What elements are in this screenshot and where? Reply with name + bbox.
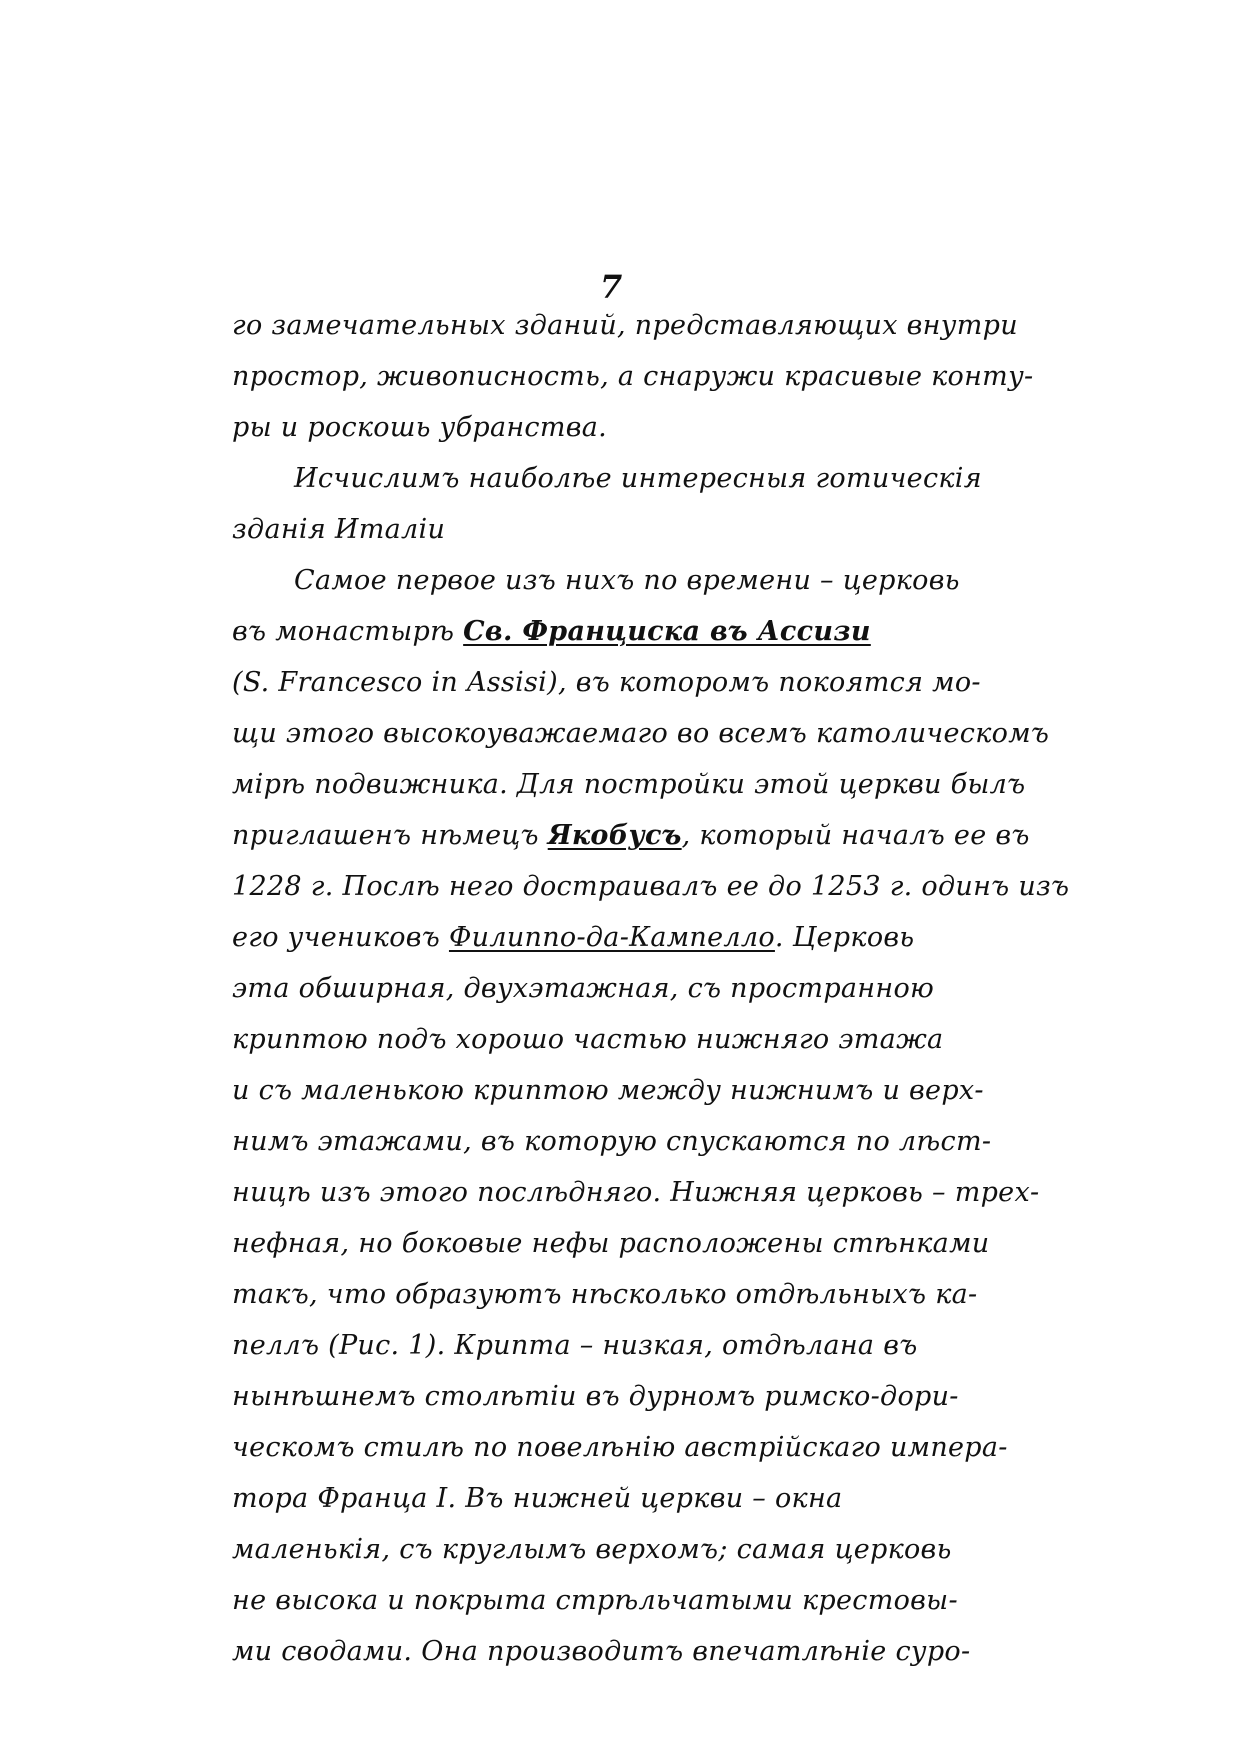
text-line [232, 1167, 1040, 1218]
text-line [232, 657, 1012, 708]
text-segment: его учениковъ [232, 922, 441, 953]
text-line [232, 912, 1012, 963]
text-segment: пеллъ (Рис. 1). Крипта – низкая, отдѣлана въ [232, 1330, 918, 1361]
underlined-name: Св. Франциска въ Ассизи [463, 616, 871, 647]
text-segment: Исчислимъ наиболѣе интересныя готическія [294, 463, 982, 494]
text-line [232, 1014, 1012, 1065]
text-segment: нимъ этажами, въ которую спускаются по лѣст- [232, 1126, 992, 1157]
text-segment: Самое первое изъ нихъ по времени – церковь [294, 565, 960, 596]
text-line [232, 1575, 1012, 1626]
text-line [232, 1422, 1012, 1473]
text-line [232, 861, 1070, 912]
page-number: 7 [600, 268, 623, 306]
text-segment: ми сводами. Она производитъ впечатлѣніе суро- [232, 1636, 971, 1667]
text-segment: нефная, но боковые нефы расположены стѣнками [232, 1228, 990, 1259]
text-line [232, 504, 1012, 555]
text-segment: криптою подъ хорошо частью нижняго этажа [232, 1024, 944, 1055]
text-line [232, 606, 1012, 657]
text-segment: зданія Италіи [232, 514, 446, 545]
text-segment: не высока и покрыта стрѣльчатыми крестовы- [232, 1585, 958, 1616]
text-line [232, 351, 1034, 402]
text-segment: ницѣ изъ этого послѣдняго. Нижняя церковь – трех- [232, 1177, 1040, 1208]
text-line [232, 1473, 1012, 1524]
text-line [232, 1269, 1012, 1320]
text-segment: тора Франца I. Въ нижней церкви – окна [232, 1483, 843, 1514]
text-segment: въ монастырѣ [232, 616, 455, 647]
text-segment: (S. Francesco in Assisi) [232, 667, 558, 698]
text-segment: и съ маленькою криптою между нижнимъ и верх- [232, 1075, 984, 1106]
text-line [232, 1371, 1012, 1422]
underlined-name: Якобусъ [547, 820, 682, 851]
underlined-name: Филиппо-да-Кампелло [448, 922, 775, 953]
text-segment: простор, живописность, а снаружи красивые конту- [232, 361, 1034, 392]
text-segment: го замечательных зданий, представляющих внутри [232, 310, 1018, 341]
text-line [232, 1524, 1012, 1575]
text-line [232, 810, 1030, 861]
text-segment: , который началъ ее въ [681, 820, 1030, 851]
text-segment: мірѣ подвижника. Для постройки этой церкви былъ [232, 769, 1026, 800]
text-line [232, 453, 1012, 504]
text-line [232, 963, 1012, 1014]
text-segment: такъ, что образуютъ нѣсколько отдѣльныхъ ка- [232, 1279, 978, 1310]
text-line [232, 1320, 1012, 1371]
text-line [232, 1065, 1012, 1116]
handwritten-text-block [232, 300, 1070, 1677]
text-line [232, 300, 1018, 351]
text-line [232, 1626, 1012, 1677]
text-segment: ры и роскошь убранства. [232, 412, 608, 443]
text-segment: приглашенъ нѣмецъ [232, 820, 539, 851]
text-line [232, 1116, 1012, 1167]
text-segment: 1228 г. Послѣ него достраивалъ ее до 1253 г. одинъ изъ [232, 871, 1070, 902]
text-segment: эта обширная, двухэтажная, съ пространною [232, 973, 935, 1004]
text-segment: нынѣшнемъ столѣтіи въ дурномъ римско-дори- [232, 1381, 959, 1412]
text-line [232, 1218, 1012, 1269]
text-line [232, 759, 1026, 810]
text-segment: . Церковь [774, 922, 915, 953]
text-segment: маленькія, съ круглымъ верхомъ; самая церковь [232, 1534, 952, 1565]
text-line [232, 402, 1012, 453]
text-segment: ческомъ стилѣ по повелѣнію австрійскаго импера- [232, 1432, 1008, 1463]
text-line [232, 708, 1050, 759]
text-segment: щи этого высокоуважаемаго во всемъ католическомъ [232, 718, 1050, 749]
text-segment: , въ которомъ покоятся мо- [557, 667, 981, 698]
text-line [232, 555, 1012, 606]
